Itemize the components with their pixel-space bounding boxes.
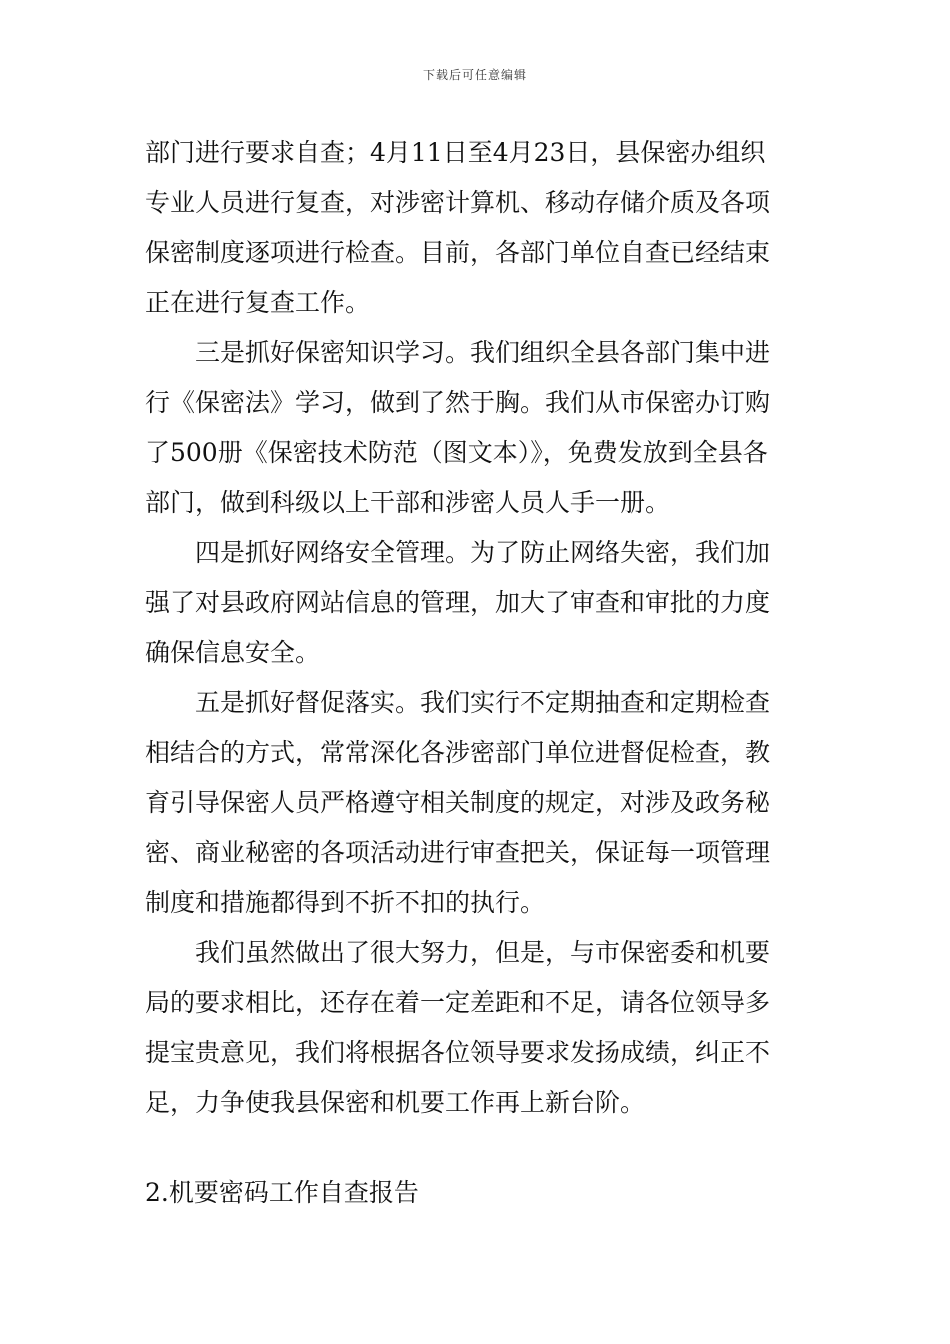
paragraph-start-line: 我们虽然做出了很大努力，但是，与市保密委和机要 — [195, 938, 771, 967]
text-line: 育引导保密人员严格遵守相关制度的规定，对涉及政务秘 — [145, 788, 771, 817]
text-line: 部门，做到科级以上干部和涉密人员人手一册。 — [145, 488, 671, 517]
text-line: 强了对县政府网站信息的管理，加大了审查和审批的力度 — [145, 588, 771, 617]
text-line: 密、商业秘密的各项活动进行审查把关，保证每一项管理 — [145, 838, 771, 867]
text-line: 部门进行要求自查；4月11日至4月23日，县保密办组织 — [145, 138, 766, 167]
text-line: 了500册《保密技术防范（图文本）》，免费发放到全县各 — [145, 438, 768, 467]
text-line: 专业人员进行复查，对涉密计算机、移动存储介质及各项 — [145, 188, 771, 217]
paragraph-start-line: 五是抓好督促落实。我们实行不定期抽查和定期检查 — [195, 688, 771, 717]
text-line: 相结合的方式，常常深化各涉密部门单位进督促检查，教 — [145, 738, 771, 767]
paragraph-start-line: 四是抓好网络安全管理。为了防止网络失密，我们加 — [195, 538, 771, 567]
text-line: 行《保密法》学习，做到了然于胸。我们从市保密办订购 — [145, 388, 771, 417]
text-line: 保密制度逐项进行检查。目前，各部门单位自查已经结束 — [145, 238, 771, 267]
text-line: 制度和措施都得到不折不扣的执行。 — [145, 888, 546, 917]
text-line: 确保信息安全。 — [145, 638, 321, 667]
paragraph-start-line: 三是抓好保密知识学习。我们组织全县各部门集中进 — [195, 338, 771, 367]
text-line: 足，力争使我县保密和机要工作再上新台阶。 — [145, 1088, 646, 1117]
text-line: 局的要求相比，还存在着一定差距和不足，请各位领导多 — [145, 988, 771, 1017]
text-line: 正在进行复查工作。 — [145, 288, 371, 317]
text-line: 提宝贵意见，我们将根据各位领导要求发扬成绩，纠正不 — [145, 1038, 771, 1067]
page-header-note: 下载后可任意编辑 — [422, 68, 527, 82]
document-body — [145, 128, 810, 1128]
section-title: 2.机要密码工作自查报告 — [145, 1178, 419, 1207]
